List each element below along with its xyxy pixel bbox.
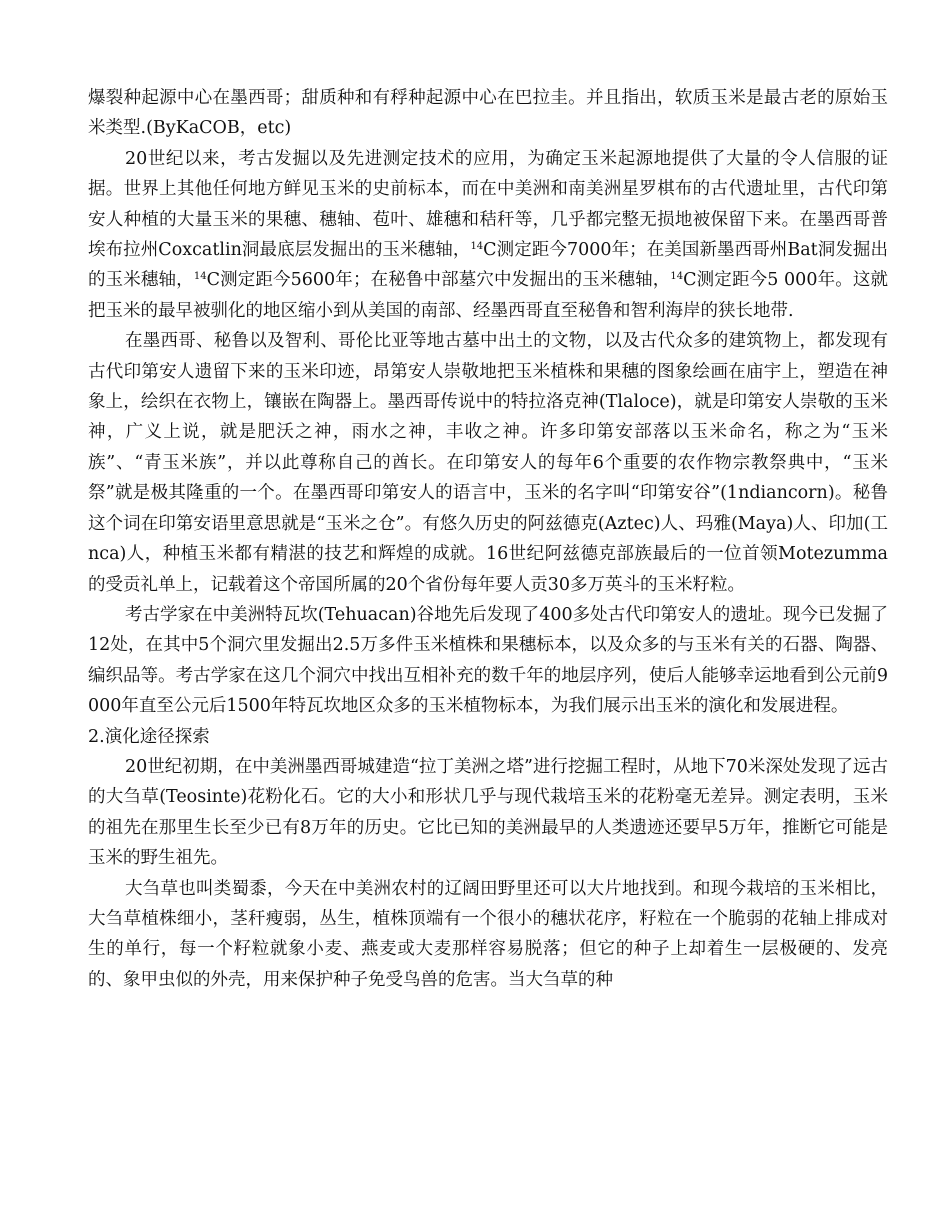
paragraph-origin-summary: 爆裂种起源中心在墨西哥；甜质种和有稃种起源中心在巴拉圭。并且指出，软质玉米是最古老的原始玉米类型.(ByKaCOB，etc) <box>88 88 888 139</box>
paragraph-indian-culture: 在墨西哥、秘鲁以及智利、哥伦比亚等地古墓中出土的文物，以及古代众多的建筑物上，都发现有古代印第安人遗留下来的玉米印迹，昂第安人崇敬地把玉米植株和果穗的图象绘画在庙宇上，塑造在神象上，绘织在衣物上，镶嵌在陶器上。墨西哥传说中的特拉洛克神(Tlaloce)，就是印第安人崇敬的玉米神，广义上说，就是肥沃之神，雨水之神，丰收之神。许多印第安部落以玉米命名，称之为“玉米族”、“青玉米族”，并以此尊称自己的酋长。在印第安人的每年6个重要的农作物宗教祭典中，“玉米祭”就是极其隆重的一个。在墨西哥印第安人的语言中，玉米的名字叫“印第安谷”(1ndiancorn)。秘鲁这个词在印第安语里意思就是“玉米之仓”。有悠久历史的阿兹德克(Aztec)人、玛雅(Maya)人、印加(工nca)人，种植玉米都有精湛的技艺和辉煌的成就。16世纪阿兹德克部族最后的一位首领Motezumma的受贡礼单上，记载着这个帝国所属的20个省份每年要人贡30多万英斗的玉米籽粒。 <box>88 331 888 595</box>
document-page <box>88 83 888 995</box>
section-heading: 2.演化途径探索 <box>88 726 210 747</box>
isotope-superscript: 14 <box>670 271 684 283</box>
isotope-superscript: 14 <box>193 271 207 283</box>
paragraph-teosinte-description: 大刍草也叫类蜀黍，今天在中美洲农村的辽阔田野里还可以大片地找到。和现今栽培的玉米相比，大刍草植株细小，茎秆瘦弱，丛生，植株顶端有一个很小的穗状花序，籽粒在一个脆弱的花轴上排成对生的单行，每一个籽粒就象小麦、燕麦或大麦那样容易脱落；但它的种子上却着生一层极硬的、发亮的、象甲虫似的外壳，用来保护种子免受鸟兽的危害。当大刍草的种 <box>88 878 888 990</box>
paragraph-text: C测定距今5 000年。这就把玉米的最早被驯化的地区缩小到从美国的南部、经墨西哥直至秘鲁和智利海岸的狭长地带. <box>88 270 888 321</box>
paragraph-tehuacan-valley: 考古学家在中美洲特瓦坎(Tehuacan)谷地先后发现了400多处古代印第安人的遗址。现今已发掘了12处，在其中5个洞穴里发掘出2.5万多件玉米植株和果穗标本，以及众多的与玉米有关的石器、陶器、编织品等。考古学家在这几个洞穴中找出互相补充的数千年的地层序列，使后人能够幸运地看到公元前9000年直至公元后1500年特瓦坎地区众多的玉米植物标本，为我们展示出玉米的演化和发展进程。 <box>88 604 888 717</box>
paragraph-text: C测定距今5600年；在秘鲁中部墓穴中发掘出的玉米穗轴， <box>206 270 671 291</box>
paragraph-teosinte-pollen: 20世纪初期，在中美洲墨西哥城建造“拉丁美洲之塔”进行挖掘工程时，从地下70米深处发现了远古的大刍草(Teosinte)花粉化石。它的大小和形状几乎与现代栽培玉米的花粉毫无差异。测定表明，玉米的祖先在那里生长至少已有8万年的历史。它比已知的美洲最早的人类遗迹还要早5万年，推断它可能是玉米的野生祖先。 <box>88 756 888 869</box>
paragraph-archaeology-evidence <box>88 144 888 326</box>
paragraph-text: 20世纪以来，考古发掘以及先进测定技术的应用，为确定玉米起源地提供了大量的令人信服的证据。世界上其他任何地方鲜见玉米的史前标本，而在中美洲和南美洲星罗棋布的古代遗址里，古代印第安人种植的大量玉米的果穗、穗轴、苞叶、雄穗和秸秆等，几乎都完整无损地被保留下来。在墨西哥普埃布拉州Coxcatlin洞最底层发掘出的玉米穗轴， <box>88 148 888 261</box>
paragraph-text: C测定距今7000年；在美国新墨西哥州Bat洞发掘出的玉米穗轴， <box>88 240 888 291</box>
isotope-superscript: 14 <box>470 241 484 253</box>
